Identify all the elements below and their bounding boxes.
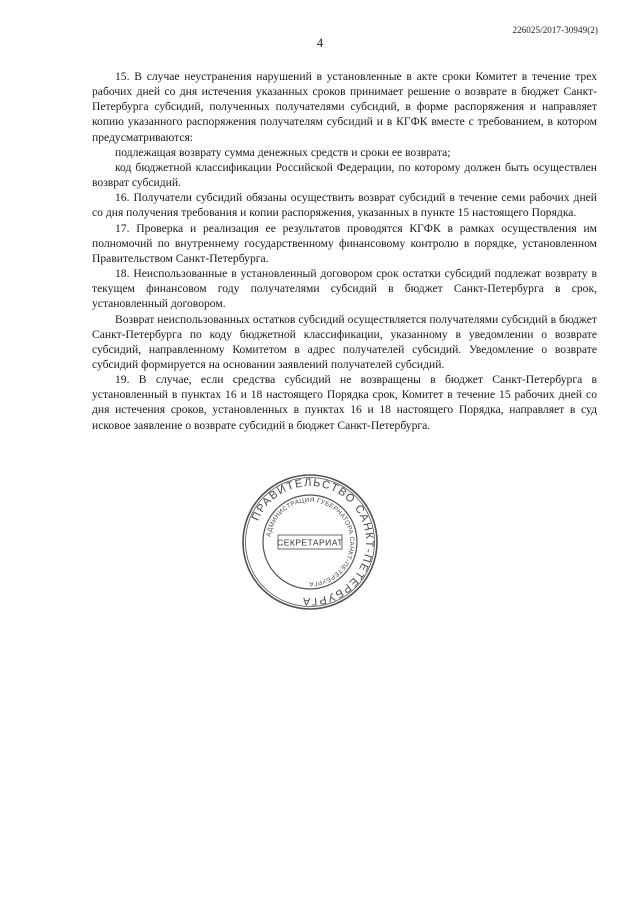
document-body	[92, 69, 597, 433]
seal-inner-text: АДМИНИСТРАЦИЯ ГУБЕРНАТОРА САНКТ-ПЕТЕРБУРГА	[265, 496, 356, 588]
paragraph-16: 16. Получатели субсидий обязаны осуществить возврат субсидий в течение семи рабочих дней со дня получения требования и копии распоряжения, указанных в пункте 15 настоящего Порядка.	[92, 191, 597, 220]
paragraph-18-continued: Возврат неиспользованных остатков субсидий осуществляется получателями субсидий в бюджет Санкт-Петербурга по коду бюджетной классификации, указанному в уведомлении о возврате субсидий, направленному Комитетом в адрес получателей субсидий. Уведомление о возврате субсидий формируется на основании заявлений получателей субсидий.	[92, 312, 597, 371]
paragraph-18: 18. Неиспользованные в установленный договором срок остатки субсидий подлежат возврату в текущем финансовом году получателями субсидий в бюджет Санкт-Петербурга в срок, установленный договором.	[92, 267, 597, 311]
paragraph-15: 15. В случае неустранения нарушений в установленные в акте сроки Комитет в течение трех рабочих дней со дня истечения указанных сроков принимает решение о возврате в бюджет Санкт-Петербурга субсидий, полученных получателями субсидий, в форме распоряжения и направляет копию указанного распоряжения получателям субсидий и в КГФК вместе с требованием, в котором предусматриваются:	[92, 70, 597, 144]
seal-center-text: СЕКРЕТАРИАТ	[277, 537, 343, 548]
paragraph-17: 17. Проверка и реализация ее результатов проводятся КГФК в рамках осуществления им полномочий по внутреннему государственному финансовому контролю в порядке, установленном Правительством Санкт-Петербурга.	[92, 221, 597, 265]
seal-outer-text: ПРАВИТЕЛЬСТВО САНКТ-ПЕТЕРБУРГА	[249, 476, 376, 608]
page-number: 4	[316, 36, 324, 50]
official-seal-stamp	[240, 472, 380, 612]
seal-graphic	[240, 472, 380, 612]
paragraph-19: 19. В случае, если средства субсидий не возвращены в бюджет Санкт-Петербурга в установленный в пунктах 16 и 18 настоящего Порядка срок, Комитет в течение 15 рабочих дней со дня истечения сроков, установленных в пунктах 16 и 18 настоящего Порядка, направляет в суд исковое заявление о возврате субсидий в бюджет Санкт-Петербурга.	[92, 373, 597, 432]
document-number: 226025/2017-30949(2)	[512, 25, 598, 35]
paragraph-15-item-code: код бюджетной классификации Российской Федерации, по которому должен быть осуществлен возврат субсидий.	[92, 160, 597, 190]
paragraph-15-item-sum: подлежащая возврату сумма денежных средств и сроки ее возврата;	[115, 145, 451, 159]
